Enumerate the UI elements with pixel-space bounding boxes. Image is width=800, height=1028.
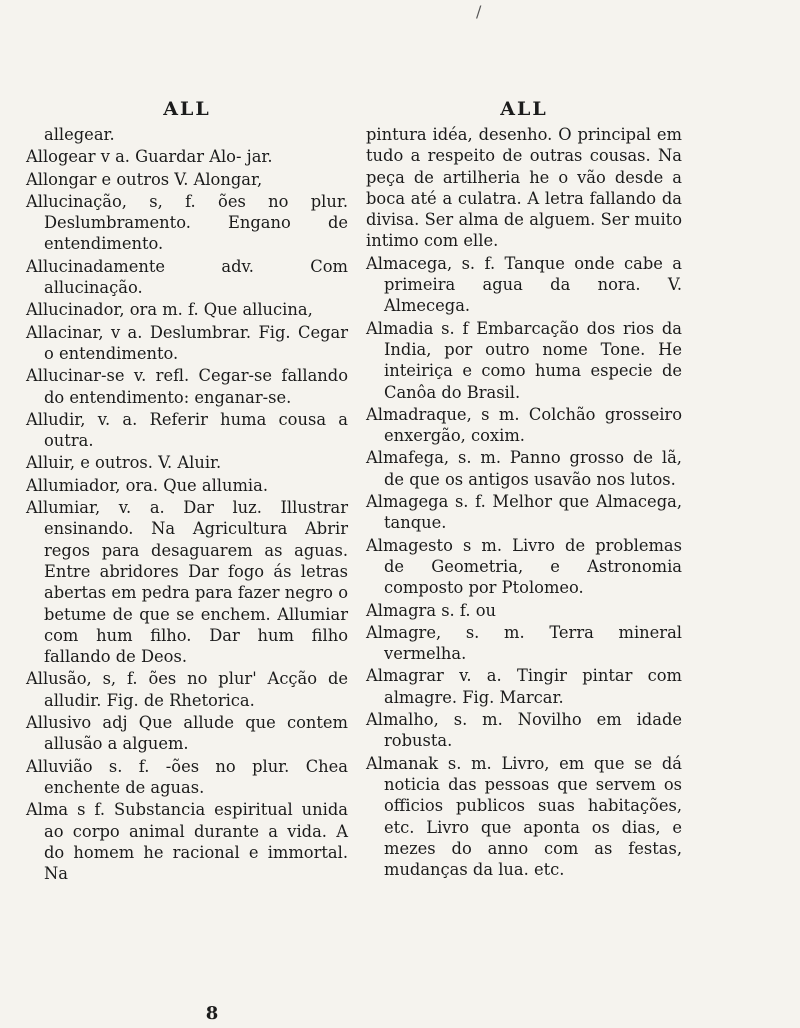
dictionary-entry: Allogear v a. Guardar Alo- jar. (26, 147, 273, 167)
dictionary-entry: Almagrar v. a. Tingir pintar com almagre. Fig. Marcar. (366, 666, 682, 707)
page-number: 8 (205, 1003, 219, 1024)
dictionary-entry: Almacega, s. f. Tanque onde cabe a primeira agua da nora. V. Almecega. (366, 253, 682, 316)
dictionary-entry: Alludir, v. a. Referir huma cousa a outra. (26, 409, 348, 451)
left-column (26, 98, 348, 885)
right-column-header: ALL (500, 98, 548, 120)
dictionary-entry: Almagra s. f. ou (366, 600, 496, 620)
dictionary-entry: Allusão, s, f. ões no plur' Acção de alludir. Fig. de Rhetorica. (26, 669, 348, 710)
dictionary-entry: Almalho, s. m. Novilho em idade robusta. (366, 710, 682, 751)
top-mark: / (476, 2, 482, 21)
dictionary-entry: Allumiador, ora. Que allumia. (26, 475, 268, 495)
dictionary-entry: Allucinadamente adv. Com allucinação. (26, 256, 348, 298)
dictionary-entry: Almadia s. f Embarcação dos rios da India, por outro nome Tone. He inteiriça e como huma especie de Canôa do Brasil. (366, 318, 682, 402)
dictionary-entry: allegear. (44, 125, 115, 144)
dictionary-entry: Almagre, s. m. Terra mineral vermelha. (366, 622, 682, 664)
entry-continuation: pintura idéa, desenho. O principal em tudo a respeito de outras cousas. Na peça de artilheria he o vão desde a boca até a culatra. A letra fallando da divisa. Ser alma de alguem. Ser muito intimo com elle. (366, 125, 682, 251)
dictionary-entry: Allusivo adj Que allude que contem allusão a alguem. (26, 713, 348, 754)
dictionary-entry: Allucinação, s, f. ões no plur. Deslumbramento. Engano de entendimento. (26, 191, 348, 254)
dictionary-entry: Alluir, e outros. V. Aluir. (26, 453, 222, 473)
dictionary-entry: Almagega s. f. Melhor que Almacega, tanque. (366, 492, 682, 533)
dictionary-entry: Almanak s. m. Livro, em que se dá noticia das pessoas que servem os officios publicos suas habitações, etc. Livro que aponta os dias, e mezes do anno com as festas, mudanças da lua. etc. (366, 753, 682, 880)
dictionary-entry: Allucinador, ora m. f. Que allucina, (26, 300, 313, 320)
dictionary-entry: Allumiar, v. a. Dar luz. Illustrar ensinando. Na Agricultura Abrir regos para desaguarem as aguas. Entre abridores Dar fogo ás letras abertas em pedra para fazer negro o betume de que se enchem. Allumiar com hum filho. Dar hum filho fallando de Deos. (26, 498, 348, 667)
dictionary-entry: Almafega, s. m. Panno grosso de lã, de que os antigos usavão nos lutos. (366, 448, 682, 489)
left-column-header: ALL (163, 98, 211, 120)
dictionary-entry: Allacinar, v a. Deslumbrar. Fig. Cegar o entendimento. (26, 322, 348, 363)
dictionary-entry: Allucinar-se v. refl. Cegar-se fallando do entendimento: enganar-se. (26, 366, 348, 407)
right-column (366, 98, 682, 881)
dictionary-entry: Almagesto s m. Livro de problemas de Geometria, e Astronomia composto por Ptolomeo. (366, 535, 682, 598)
dictionary-entry: Alma s f. Substancia espiritual unida ao corpo animal durante a vida. A do homem he racional e immortal. Na (26, 800, 348, 884)
dictionary-entry: Almadraque, s m. Colchão grosseiro enxergão, coxim. (366, 404, 682, 446)
dictionary-entry: Allongar e outros V. Alongar, (26, 169, 263, 189)
dictionary-entry: Alluvião s. f. -ões no plur. Chea enchente de aguas. (26, 756, 348, 797)
